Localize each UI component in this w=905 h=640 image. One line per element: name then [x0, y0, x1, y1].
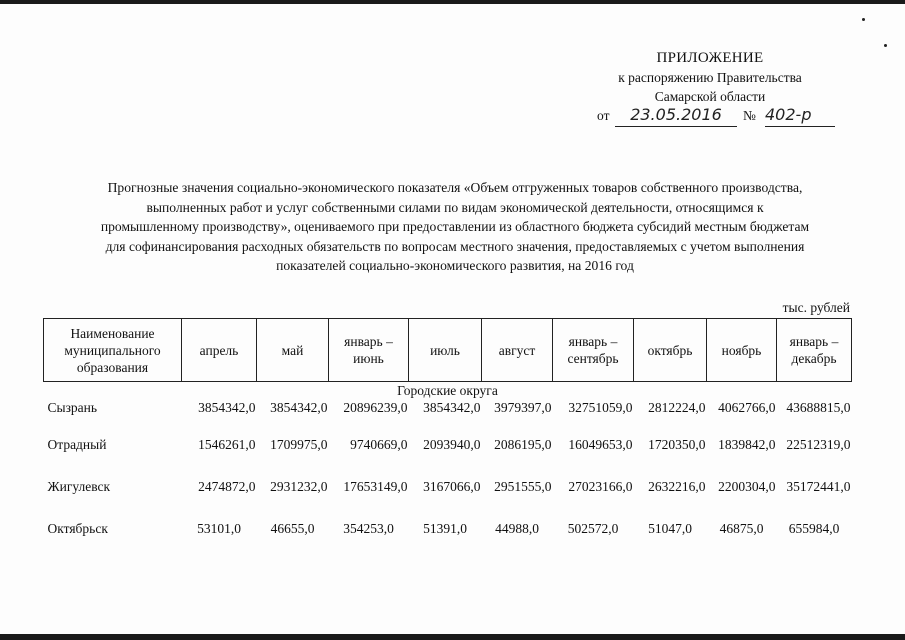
- table-cell: 20896239,0: [343, 400, 408, 415]
- table-cell: 2086195,0: [494, 437, 552, 452]
- appendix-title: ПРИЛОЖЕНИЕ: [656, 50, 764, 66]
- table-cell: 1720350,0: [648, 437, 706, 452]
- table-cell: 22512319,0: [786, 437, 851, 452]
- table-cell: 51047,0: [648, 521, 692, 536]
- table-cell: 2812224,0: [648, 400, 706, 415]
- header-april: апрель: [182, 319, 257, 382]
- title-line: Прогнозные значения социально-экономического показателя «Объем отгруженных товаров собственного производства,: [107, 180, 803, 195]
- table-cell: 2474872,0: [198, 479, 256, 494]
- table-row: [44, 466, 852, 508]
- table-cell: 53101,0: [197, 521, 241, 536]
- table-cell: 3979397,0: [494, 400, 552, 415]
- handwritten-date: 23.05.2016: [615, 104, 737, 127]
- table-cell: 2093940,0: [423, 437, 481, 452]
- title-line: для софинансирования расходных обязательств по вопросам местного значения, предоставляемых с учетом выполнения: [105, 238, 805, 254]
- table-cell: 3854342,0: [270, 400, 328, 415]
- title-line: выполненных работ и услуг собственными силами по видам экономической деятельности, относящимся к: [146, 199, 764, 215]
- table-cell: 2200304,0: [718, 479, 776, 494]
- header-may: май: [257, 319, 329, 382]
- header-october: октябрь: [634, 319, 707, 382]
- header-november: ноябрь: [707, 319, 777, 382]
- units-label: тыс. рублей: [782, 300, 850, 315]
- table-cell: 502572,0: [567, 521, 619, 536]
- order-reference: [597, 104, 877, 130]
- table-cell: 43688815,0: [786, 400, 851, 415]
- document-title: [40, 178, 870, 276]
- table-cell: 32751059,0: [568, 400, 633, 415]
- table-cell: 655984,0: [788, 521, 840, 536]
- header-jan-dec: январь – декабрь: [777, 319, 852, 382]
- table-cell: 2632216,0: [648, 479, 706, 494]
- indicator-table: [43, 318, 852, 550]
- number-sign: №: [743, 108, 756, 123]
- header-july: июль: [409, 319, 482, 382]
- header-jan-sep: январь – сентябрь: [553, 319, 634, 382]
- table-row: [44, 400, 852, 424]
- group-row: [44, 382, 852, 401]
- table-cell: 16049653,0: [568, 437, 633, 452]
- table-cell: 4062766,0: [718, 400, 776, 415]
- table-cell: 1546261,0: [198, 437, 256, 452]
- table-cell: 35172441,0: [786, 479, 851, 494]
- table-cell: 17653149,0: [343, 479, 408, 494]
- municipality-name: Жигулевск: [47, 479, 111, 494]
- table-cell: 2951555,0: [494, 479, 552, 494]
- municipality-name: Сызрань: [47, 400, 98, 415]
- group-label: Городские округа: [397, 383, 498, 398]
- appendix-header: [560, 50, 860, 105]
- header-municipality: Наименование муниципального образования: [44, 319, 182, 382]
- table-cell: 3854342,0: [198, 400, 256, 415]
- table-cell: 9740669,0: [350, 437, 408, 452]
- table-cell: 3854342,0: [423, 400, 481, 415]
- table-cell: 27023166,0: [568, 479, 633, 494]
- header-august: август: [482, 319, 553, 382]
- table-cell: 2931232,0: [270, 479, 328, 494]
- table-cell: 51391,0: [423, 521, 467, 536]
- title-line: промышленному производству», оцениваемого при предоставлении из областного бюджета субсидий местным бюджетам: [100, 219, 810, 234]
- scan-speck: [862, 18, 865, 21]
- table-cell: 3167066,0: [423, 479, 481, 494]
- table-row: [44, 508, 852, 550]
- municipality-name: Отрадный: [47, 437, 107, 452]
- table-cell: 44988,0: [495, 521, 539, 536]
- appendix-line-1: к распоряжению Правительства: [618, 70, 802, 85]
- table-cell: 1709975,0: [270, 437, 328, 452]
- header-jan-jun: январь – июнь: [329, 319, 409, 382]
- table-cell: 46875,0: [719, 521, 764, 536]
- table-row: [44, 424, 852, 466]
- table-cell: 46655,0: [270, 521, 315, 536]
- table-header-row: [44, 319, 852, 382]
- from-label: от: [597, 108, 610, 123]
- municipality-name: Октябрьск: [47, 521, 108, 536]
- handwritten-number: 402-р: [765, 104, 835, 127]
- table-cell: 354253,0: [343, 521, 394, 536]
- scan-speck: [884, 44, 887, 47]
- top-scan-border: [0, 0, 905, 4]
- appendix-line-2: Самарской области: [654, 89, 766, 104]
- title-line: показателей социально-экономического развития, на 2016 год: [276, 258, 634, 273]
- table-cell: 1839842,0: [718, 437, 776, 452]
- bottom-scan-border: [0, 634, 905, 640]
